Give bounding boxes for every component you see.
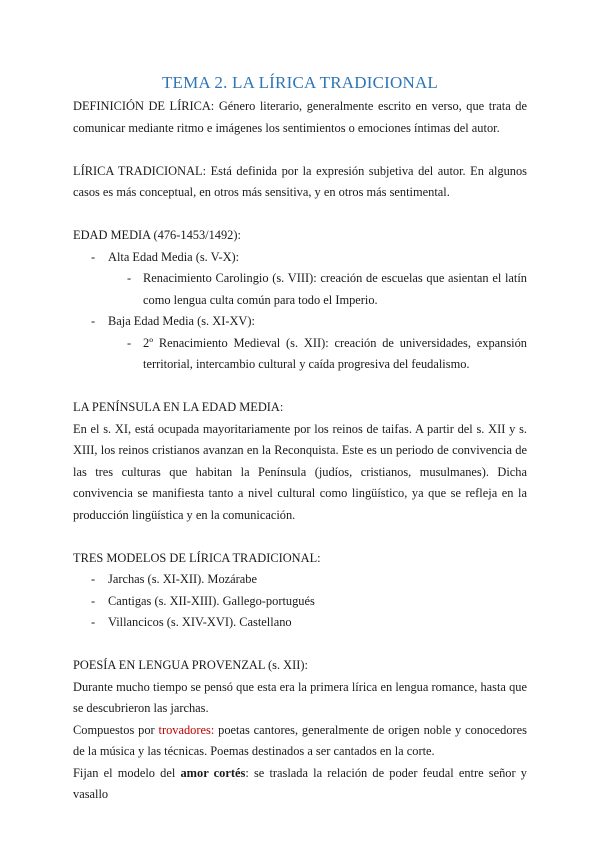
p2-pre: Compuestos por (73, 722, 159, 737)
baja-label: Baja Edad Media (s. XI-XV): (108, 314, 255, 328)
trovadores-highlight: trovadores: (158, 722, 215, 737)
lirica-text: Está definida por la expresión subjetiva del autor. En algunos casos es más conceptual, en otros más sensitiva, y en otros más sentimental. (73, 163, 527, 199)
definition-label: DEFINICIÓN DE LÍRICA: (73, 99, 215, 113)
modelos-heading: TRES MODELOS DE LÍRICA TRADICIONAL: (73, 550, 321, 565)
provenzal-paragraph-3 (73, 763, 527, 806)
definition-text: Género literario, generalmente escrito en verso, que trata de comunicar mediante ritmo e imágenes los sentimientos o emociones íntimas del autor. (73, 99, 527, 135)
provenzal-paragraph-2 (73, 720, 527, 763)
carolingio-text: Renacimiento Carolingio (s. VIII): creación de escuelas que asientan el latín como lengua culta común para todo el Imperio. (143, 271, 527, 307)
edad-media-heading: EDAD MEDIA (476-1453/1492): (73, 228, 241, 242)
lirica-paragraph (73, 161, 527, 204)
peninsula-paragraph: En el s. XI, está ocupada mayoritariamente por los reinos de taifas. A partir del s. XII y s. XIII, los reinos cristianos avanzan en la Reconquista. Este es un periodo de convivencia de las tres culturas que habitan la Península (judíos, cristianos, musulmanes). Dicha convivencia se manifiesta tanto a nivel cultural como lingüístico, ya que se refleja en la producción lingüística y en la comunicación. (73, 421, 527, 522)
p3-post: : se traslada la relación de poder feudal entre señor y vasallo (73, 765, 528, 801)
p3-pre: Fijan el modelo del (73, 765, 181, 780)
modelo-villancicos: Villancicos (s. XIV-XVI). Castellano (108, 615, 292, 629)
list-item-alta: - Alta Edad Media (s. V-X): (91, 249, 240, 264)
amor-cortes-bold: amor cortés (180, 765, 246, 780)
document-body (73, 96, 527, 806)
provenzal-heading: POESÍA EN LENGUA PROVENZAL (s. XII): (73, 658, 308, 672)
list-item-baja: - Baja Edad Media (s. XI-XV): (91, 314, 255, 328)
lirica-label: LÍRICA TRADICIONAL: (73, 163, 207, 178)
provenzal-paragraph-1: Durante mucho tiempo se pensó que esta era la primera lírica en lengua romance, hasta que se descubrieron las jarchas. (73, 679, 527, 715)
peninsula-heading: LA PENÍNSULA EN LA EDAD MEDIA: (73, 400, 284, 414)
page-title: TEMA 2. LA LÍRICA TRADICIONAL (161, 73, 439, 92)
modelo-jarchas: Jarchas (s. XI-XII). Mozárabe (108, 572, 257, 586)
modelo-cantigas: Cantigas (s. XII-XIII). Gallego-portugués (108, 593, 315, 608)
list-item: - Cantigas (s. XII-XIII). Gallego-portugués (91, 593, 315, 608)
list-item: - Villancicos (s. XIV-XVI). Castellano (91, 615, 292, 629)
list-item: - Jarchas (s. XI-XII). Mozárabe (91, 572, 257, 586)
alta-label: Alta Edad Media (s. V-X): (108, 249, 240, 264)
list-subitem-carolingio: - Renacimiento Carolingio (s. VIII): creación de escuelas que asientan el latín como lengua culta común para todo el Imperio. (127, 271, 527, 307)
definition-paragraph (73, 96, 527, 139)
list-subitem-medieval: - 2º Renacimiento Medieval (s. XII): creación de universidades, expansión territorial, intercambio cultural y caída progresiva del feudalismo. (127, 335, 527, 371)
medieval-text: 2º Renacimiento Medieval (s. XII): creación de universidades, expansión territorial, intercambio cultural y caída progresiva del feudalismo. (143, 335, 527, 371)
p2-post: poetas cantores, generalmente de origen noble y conocedores de la música y las técnicas. Poemas destinados a ser cantados en la corte. (73, 722, 527, 758)
